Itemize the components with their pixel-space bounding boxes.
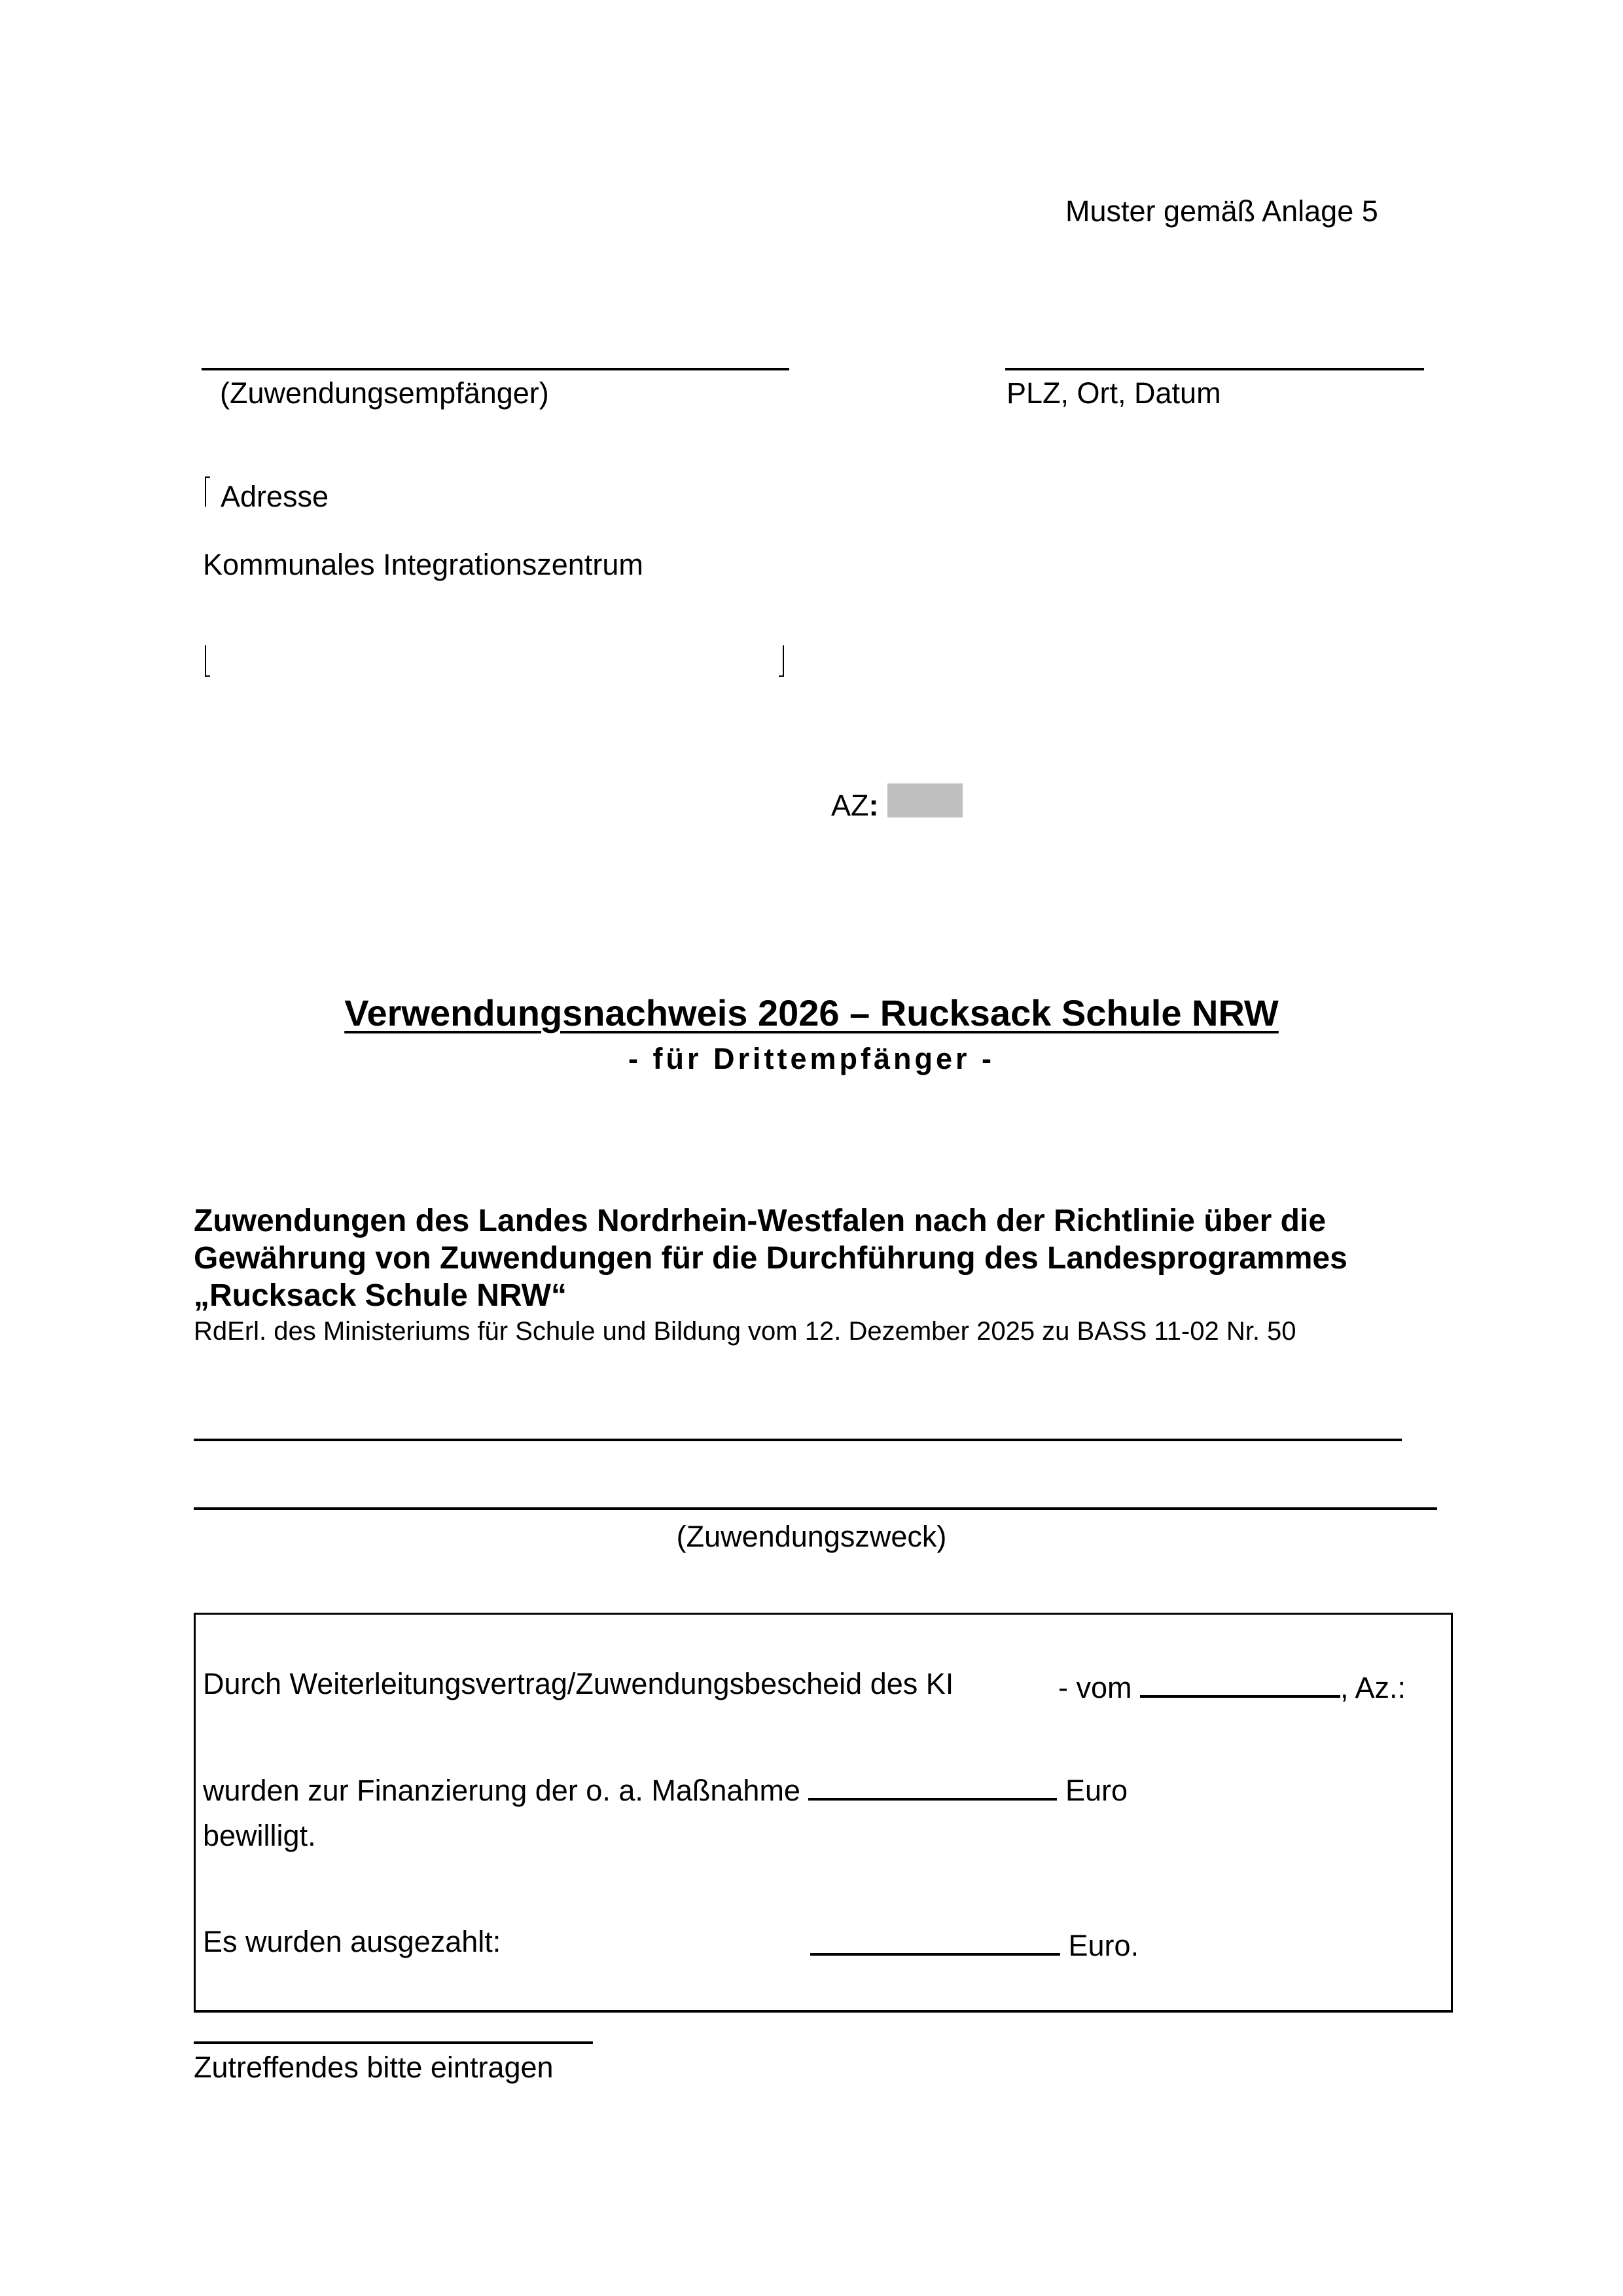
box-row1-date-group bbox=[1058, 1669, 1406, 1702]
decree-reference: RdErl. des Ministeriums für Schule und Bildung vom 12. Dezember 2025 zu BASS 11-02 Nr. 50 bbox=[194, 1317, 1296, 1346]
place-date-line[interactable] bbox=[1005, 368, 1424, 370]
reference-input[interactable] bbox=[887, 783, 963, 817]
box-row2-continued: bewilligt. bbox=[203, 1819, 316, 1852]
box-row3-text: Es wurden ausgezahlt: bbox=[203, 1925, 501, 1958]
box-row1-az: , Az.: bbox=[1340, 1671, 1406, 1704]
reference-label-text: AZ bbox=[831, 789, 869, 822]
place-date-label: PLZ, Ort, Datum bbox=[1007, 376, 1221, 410]
document-title: Verwendungsnachweis 2026 – Rucksack Schule NRW bbox=[344, 992, 1279, 1033]
box-row1-vom: - vom bbox=[1058, 1671, 1132, 1704]
intro-line-1: Zuwendungen des Landes Nordrhein-Westfalen nach der Richtlinie über die bbox=[194, 1204, 1327, 1238]
box-row3-unit: Euro. bbox=[1068, 1929, 1139, 1962]
recipient-label: (Zuwendungsempfänger) bbox=[220, 376, 549, 410]
box-row2-unit: Euro bbox=[1065, 1774, 1128, 1807]
recipient-line[interactable] bbox=[202, 368, 789, 370]
footnote-separator bbox=[194, 2041, 593, 2044]
reference-label bbox=[831, 791, 879, 820]
box-row2-group bbox=[203, 1772, 1128, 1805]
paid-amount-field[interactable] bbox=[810, 1927, 1060, 1956]
box-row1-text: Durch Weiterleitungsvertrag/Zuwendungsbescheid des KI bbox=[203, 1667, 954, 1700]
purpose-line-2[interactable] bbox=[194, 1507, 1437, 1510]
address-bracket-top-left bbox=[205, 476, 210, 507]
document-subtitle: - für Drittempfänger - bbox=[628, 1042, 995, 1075]
address-label: Adresse bbox=[221, 480, 329, 513]
date-field[interactable] bbox=[1140, 1669, 1340, 1698]
template-note: Muster gemäß Anlage 5 bbox=[1065, 194, 1378, 228]
footnote-text: Zutreffendes bitte eintragen bbox=[194, 2051, 554, 2084]
box-row2-text: wurden zur Finanzierung der o. a. Maßnahme bbox=[203, 1774, 800, 1807]
purpose-label: (Zuwendungszweck) bbox=[676, 1520, 947, 1553]
purpose-line-1[interactable] bbox=[194, 1439, 1402, 1441]
intro-line-2: Gewährung von Zuwendungen für die Durchführung des Landesprogrammes bbox=[194, 1241, 1347, 1276]
address-line-1: Kommunales Integrationszentrum bbox=[203, 548, 643, 581]
box-row3-group bbox=[810, 1927, 1139, 1960]
address-bracket-bottom-right bbox=[779, 645, 784, 677]
reference-colon: : bbox=[868, 789, 879, 822]
approved-amount-field[interactable] bbox=[808, 1772, 1057, 1801]
intro-line-3: „Rucksack Schule NRW“ bbox=[194, 1278, 567, 1313]
address-bracket-bottom-left bbox=[205, 645, 210, 677]
